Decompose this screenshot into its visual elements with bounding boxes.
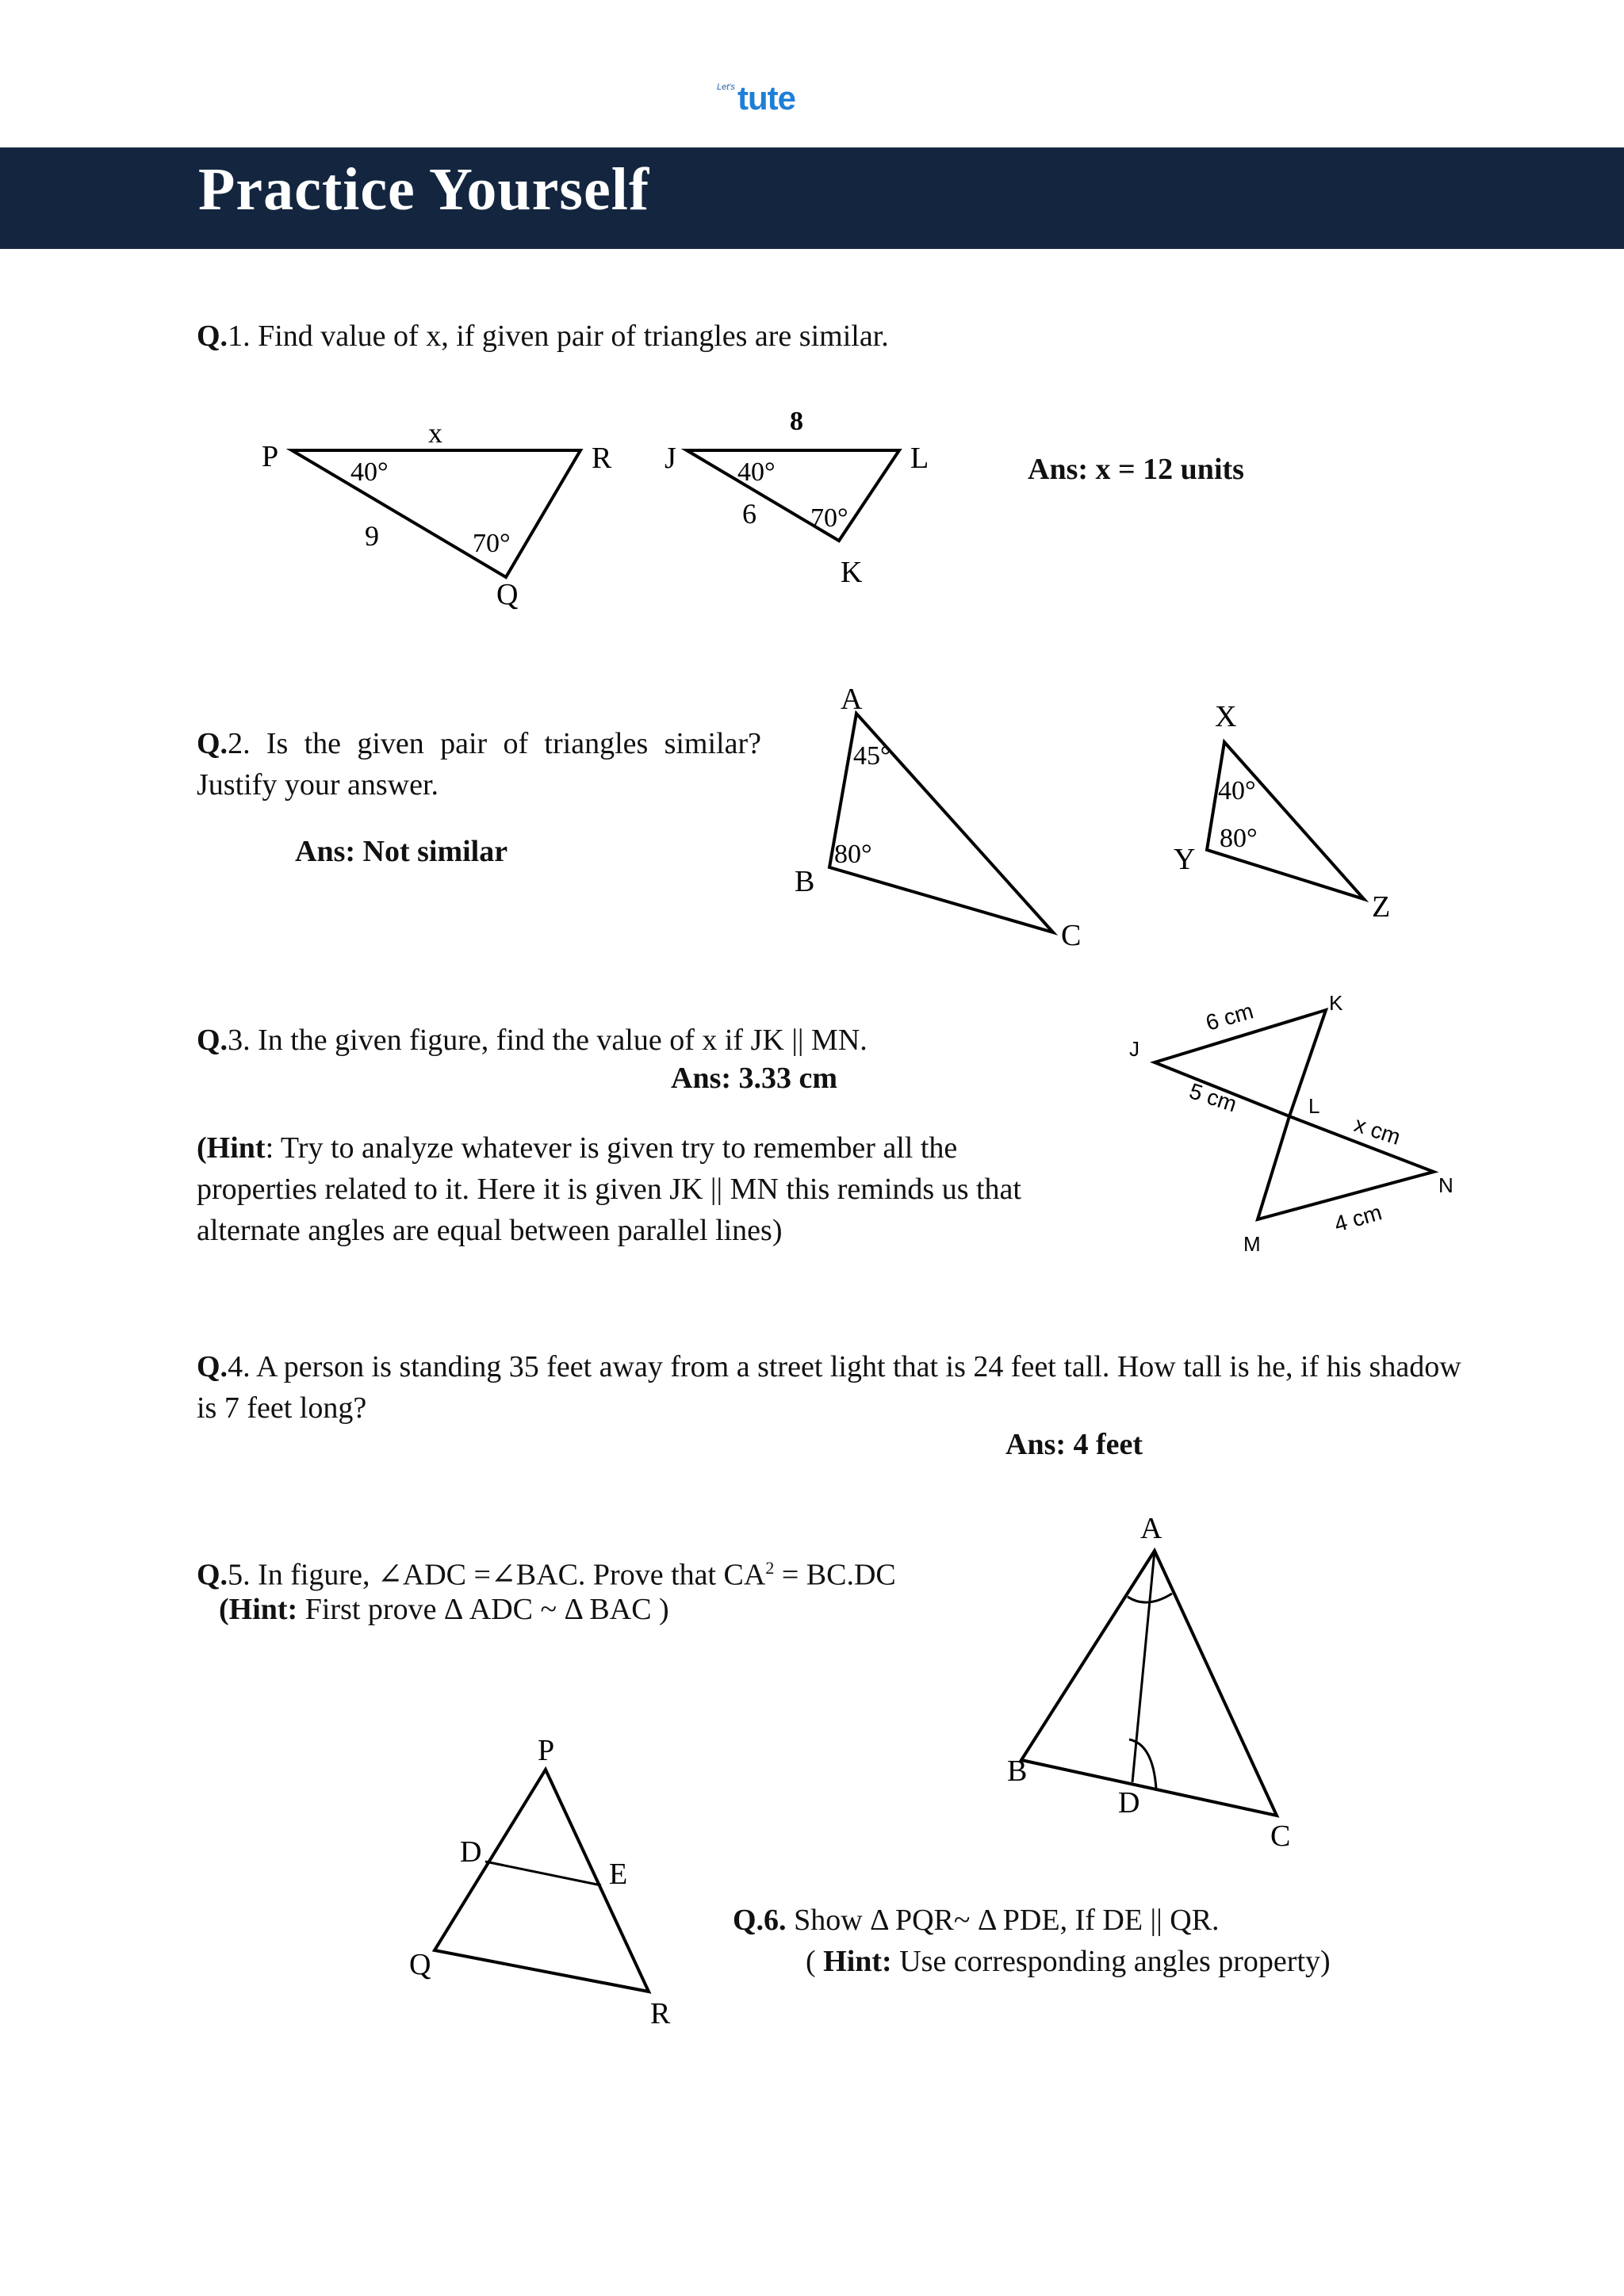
question-6-hint-text: Use corresponding angles property) [891, 1945, 1331, 1978]
question-3-number: Q. [197, 1024, 228, 1057]
question-6-hint-open: ( [806, 1945, 824, 1978]
question-5-hint-label: (Hint: [219, 1593, 298, 1626]
label-c: C [1270, 1820, 1291, 1853]
logo-small-text: Let's [717, 82, 735, 92]
label-n: N [1438, 1173, 1454, 1197]
question-5-figure [983, 1498, 1332, 1863]
question-3-figure [1110, 983, 1491, 1269]
label-b: B [795, 865, 815, 898]
question-1 [197, 316, 1505, 357]
label-j: J [665, 442, 676, 475]
question-3-hint-text: : Try to analyze whatever is given try to remember all the properties related to it. Here it is given JK || MN this reminds us that alternate angles are equal between parallel lines) [197, 1131, 1021, 1247]
label-side-x: x [428, 417, 442, 449]
question-5-hint [219, 1589, 933, 1630]
triangle-jlk [687, 450, 899, 541]
label-p: P [262, 440, 279, 473]
label-x: X [1215, 700, 1237, 733]
answer-4 [1005, 1427, 1143, 1462]
label-d: D [1118, 1786, 1140, 1820]
label-k: K [841, 556, 863, 589]
triangle-lnm [1258, 1116, 1434, 1219]
question-3 [197, 1020, 1148, 1061]
question-5-text-b: = BC.DC [774, 1558, 896, 1592]
label-d: D [460, 1835, 482, 1869]
question-2-number: Q. [197, 727, 228, 760]
label-side-8: 8 [790, 407, 803, 436]
label-angle-q: 70° [473, 529, 511, 558]
page-title: Practice Yourself [198, 156, 650, 223]
label-side-jl: 5 cm [1186, 1078, 1240, 1117]
answer-4-label: Ans [1005, 1428, 1056, 1461]
question-6 [733, 1900, 1526, 1941]
label-q: Q [496, 578, 519, 611]
answer-2: Ans: Not similar [295, 835, 508, 868]
label-angle-a: 45° [853, 741, 891, 771]
label-a: A [1140, 1512, 1162, 1545]
label-q: Q [409, 1948, 431, 1981]
label-r: R [592, 442, 612, 475]
question-1-text: 1. Find value of x, if given pair of triangles are similar. [228, 320, 889, 353]
label-l: L [1308, 1094, 1320, 1118]
label-side-mn: 4 cm [1331, 1200, 1385, 1237]
label-side-ln: x cm [1351, 1112, 1404, 1150]
label-angle-j: 40° [737, 457, 776, 487]
segment-de [485, 1862, 601, 1885]
question-3-hint-label: (Hint [197, 1131, 266, 1165]
label-y: Y [1174, 843, 1196, 876]
triangle-abc [1021, 1551, 1277, 1816]
question-3-text: 3. In the given figure, find the value of x if JK || MN. [228, 1024, 868, 1057]
label-side-jk: 6 cm [1203, 998, 1256, 1035]
question-4-number: Q. [197, 1350, 228, 1383]
label-side-6: 6 [742, 498, 756, 530]
question-1-figure [238, 396, 952, 634]
question-4-text: 4. A person is standing 35 feet away from a street light that is 24 feet tall. How tall is he, if his shadow is 7 feet long? [197, 1350, 1461, 1425]
label-angle-x: 40° [1218, 776, 1256, 806]
question-6-figure [396, 1728, 714, 2030]
question-1-number: Q. [197, 320, 228, 353]
label-b: B [1007, 1755, 1028, 1788]
label-angle-k: 70° [810, 503, 848, 533]
label-l: L [910, 442, 929, 475]
label-e: E [609, 1858, 628, 1891]
question-2-figure [777, 682, 1475, 967]
label-angle-p: 40° [350, 457, 389, 487]
question-3-hint [197, 1127, 1077, 1251]
label-p: P [538, 1734, 555, 1767]
logo [714, 79, 809, 127]
label-z: Z [1372, 890, 1391, 924]
question-6-hint-label: Hint: [823, 1945, 892, 1978]
question-5-text-a: 5. In figure, ∠ADC =∠BAC. Prove that CA [228, 1558, 766, 1592]
question-6-number: Q.6. [733, 1904, 787, 1937]
answer-3: Ans: 3.33 cm [671, 1062, 838, 1095]
answer-4-value: : 4 feet [1055, 1428, 1143, 1461]
answer-1: Ans: x = 12 units [1028, 453, 1244, 486]
label-r: R [650, 1997, 671, 2030]
label-m: M [1243, 1232, 1261, 1256]
question-5-number: Q. [197, 1558, 228, 1592]
question-6-text: Show Δ PQR~ Δ PDE, If DE || QR. [786, 1904, 1220, 1937]
label-c: C [1061, 919, 1082, 952]
triangle-xyz [1207, 742, 1364, 899]
logo-text: tute [737, 79, 795, 117]
label-a: A [841, 683, 863, 716]
question-5-hint-text: First prove Δ ADC ~ Δ BAC ) [297, 1593, 669, 1626]
question-6-hint [806, 1941, 1519, 1982]
question-2-text: 2. Is the given pair of triangles similar? Justify your answer. [197, 727, 761, 802]
question-2 [197, 723, 761, 806]
label-angle-b: 80° [834, 840, 872, 869]
triangle-pqr [292, 450, 580, 577]
label-j: J [1129, 1037, 1139, 1061]
label-angle-y: 80° [1220, 824, 1258, 853]
label-side-9: 9 [365, 520, 379, 552]
question-4 [197, 1346, 1465, 1429]
question-5-superscript: 2 [765, 1558, 775, 1578]
label-k: K [1329, 991, 1343, 1015]
